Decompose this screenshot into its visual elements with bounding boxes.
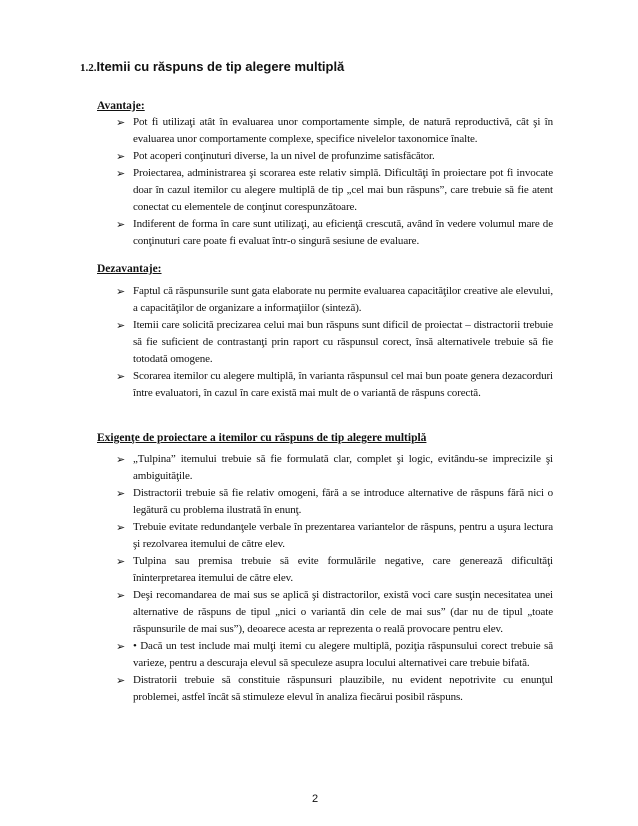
arrow-bullet-icon: ➢ (116, 319, 126, 332)
list-item-text: Indiferent de forma în care sunt utilizaţi, au eficienţă crescută, având în vedere volumul mare de conţinuturi care poate fi evaluat într-o singură sesiune de evaluare. (133, 218, 553, 247)
arrow-bullet-icon: ➢ (116, 521, 126, 534)
list-item (0, 216, 553, 250)
list-item-text: Distractorii trebuie să fie relativ omogeni, fără a se introduce alternative de răspuns fără nici o legătură cu problema ilustrată în enunţ. (133, 487, 553, 516)
arrow-bullet-icon: ➢ (116, 453, 126, 466)
requirements-heading: Exigenţe de proiectare a itemilor cu răspuns de tip alegere multiplă (97, 432, 427, 444)
list-item-text: Deşi recomandarea de mai sus se aplică şi distractorilor, există voci care susţin necesitatea unei alternative de răspuns de tipul „nici o variantă din cele de mai sus” (dar nu de tipul „toate răspunsurile de mai sus”), deoarece acesta ar reprezenta o reală provocare pentru elev. (133, 589, 553, 635)
list-item-text: Distratorii trebuie să constituie răspunsuri plauzibile, nu evident nepotrivite cu enunţul problemei, astfel încât să stimuleze elevul în analiza fiecărui posibil răspuns. (133, 674, 553, 703)
arrow-bullet-icon: ➢ (116, 640, 126, 653)
disadvantages-heading: Dezavantaje: (97, 263, 162, 275)
list-item-text: „Tulpina” itemului trebuie să fie formulată clar, complet şi logic, evitându-se imprecizile şi ambiguităţile. (133, 453, 553, 482)
disadvantages-list (0, 283, 638, 402)
arrow-bullet-icon: ➢ (116, 487, 126, 500)
advantages-heading: Avantaje: (97, 100, 145, 112)
list-item (0, 672, 553, 706)
arrow-bullet-icon: ➢ (116, 285, 126, 298)
advantages-list (0, 114, 638, 250)
section-number: 1.2. (80, 62, 97, 74)
list-item-text: Scorarea itemilor cu alegere multiplă, în varianta răspunsul cel mai bun poate genera dezacorduri între evaluatori, în cazul în care există mai mult de o variantă de răspuns corectă. (133, 370, 553, 399)
list-item (0, 317, 553, 368)
list-item (0, 148, 553, 165)
arrow-bullet-icon: ➢ (116, 167, 126, 180)
arrow-bullet-icon: ➢ (116, 116, 126, 129)
list-item (0, 165, 553, 216)
list-item (0, 587, 553, 638)
list-item-text: Itemii care solicită precizarea celui mai bun răspuns sunt dificil de proiectat – distractorii trebuie să fie suficient de contrastanţi prin raport cu răspunsul corect, însă alternativele trebuie să fie totodată omogene. (133, 319, 553, 365)
section-title (80, 58, 344, 76)
section-title-text: Itemii cu răspuns de tip alegere multiplă (96, 59, 345, 74)
list-item (0, 519, 553, 553)
arrow-bullet-icon: ➢ (116, 370, 126, 383)
list-item (0, 638, 553, 672)
list-item (0, 553, 553, 587)
list-item-text: Proiectarea, administrarea şi scorarea este relativ simplă. Dificultăţi în proiectare pot fi invocate doar în cazul itemilor cu alegere multiplă de tip „cel mai bun răspuns”, care trebuie să fie atent conectat cu elementele de conţinut corespunzătoare. (133, 167, 553, 213)
page-number: 2 (312, 793, 319, 805)
list-item-text: Tulpina sau premisa trebuie să evite formulările negative, care generează dificultăţi îninterpretarea itemului de către elev. (133, 555, 553, 584)
arrow-bullet-icon: ➢ (116, 589, 126, 602)
arrow-bullet-icon: ➢ (116, 218, 126, 231)
list-item-text: Pot fi utilizaţi atât în evaluarea unor comportamente simple, de natură reproductivă, cât şi în evaluarea unor comportamente complexe, specifice nivelelor taxonomice înalte. (133, 116, 553, 145)
list-item (0, 368, 553, 402)
list-item-text: Trebuie evitate redundanţele verbale în prezentarea variantelor de răspuns, pentru a uşura lectura şi rezolvarea itemului de către elev. (133, 521, 553, 550)
requirements-list (0, 451, 638, 706)
arrow-bullet-icon: ➢ (116, 674, 126, 687)
list-item (0, 283, 553, 317)
list-item (0, 114, 553, 148)
list-item-text: Faptul că răspunsurile sunt gata elaborate nu permite evaluarea capacităţilor creative ale elevului, a capacităţilor de organizare a informaţiilor (sinteză). (133, 285, 553, 314)
list-item (0, 485, 553, 519)
list-item-text: • Dacă un test include mai mulţi itemi cu alegere multiplă, poziţia răspunsului corect trebuie să varieze, pentru a descuraja elevul să speculeze asupra locului alternativei care trebuie bifată. (133, 640, 553, 669)
list-item-text: Pot acoperi conţinuturi diverse, la un nivel de profunzime satisfăcător. (133, 150, 435, 162)
list-item (0, 451, 553, 485)
arrow-bullet-icon: ➢ (116, 555, 126, 568)
arrow-bullet-icon: ➢ (116, 150, 126, 163)
